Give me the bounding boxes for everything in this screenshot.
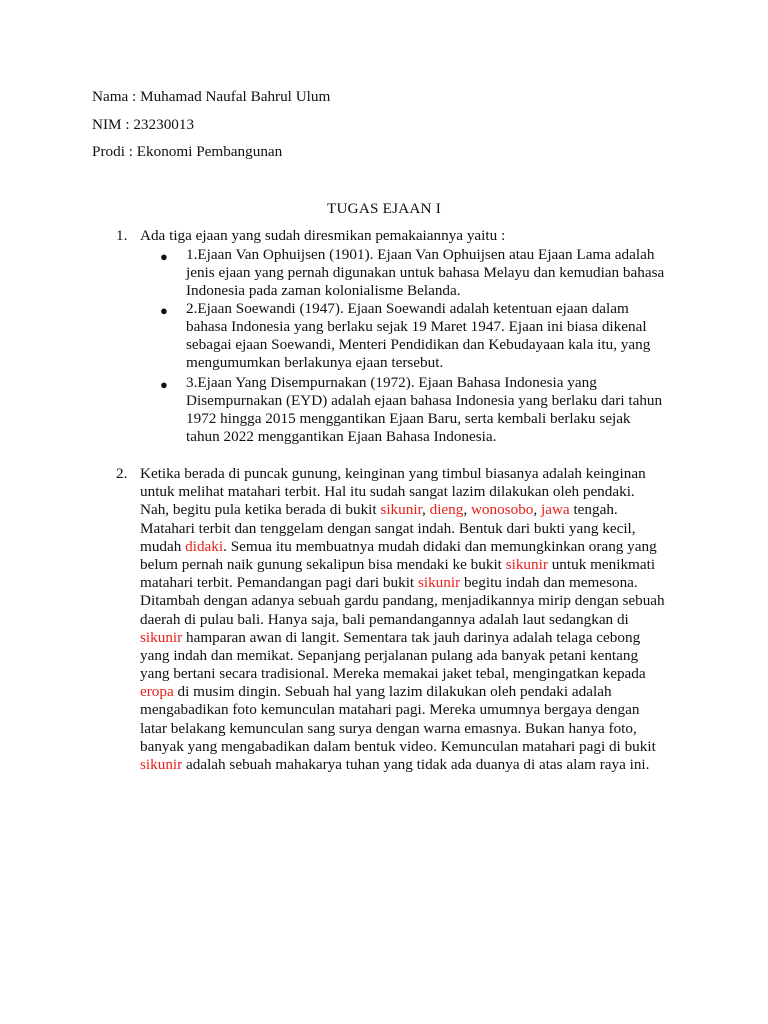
highlighted-word: sikunir xyxy=(417,574,461,592)
text-segment: daerah di pulau bali. Hanya saja, bali pemandangannya adalah laut sedangkan di xyxy=(140,610,629,628)
question-2-number: 2. xyxy=(116,465,128,482)
question-2-paragraph xyxy=(140,465,685,774)
text-segment: begitu indah dan memesona. xyxy=(460,574,638,592)
text-segment: mudah xyxy=(140,537,186,555)
highlighted-word: sikunir xyxy=(505,555,548,573)
assignment-title: TUGAS EJAAN I xyxy=(327,200,441,217)
paragraph-line xyxy=(140,756,685,774)
text-segment: Ditambah dengan adanya sebuah gardu pandang, menjadikannya mirip dengan sebuah xyxy=(140,592,665,610)
text-segment: untuk menikmati xyxy=(547,555,656,573)
paragraph-line xyxy=(140,683,685,701)
highlighted-word: didaki xyxy=(185,537,224,555)
text-segment: di musim dingin. Sebuah hal yang lazim dilakukan oleh pendaki adalah xyxy=(173,683,612,701)
bullet-icon: ● xyxy=(160,303,168,318)
highlighted-word: dieng xyxy=(429,501,464,519)
text-segment: adalah sebuah mahakarya tuhan yang tidak ada duanya di atas alam raya ini. xyxy=(182,756,650,773)
highlighted-word: sikunir xyxy=(140,628,183,646)
text-segment: banyak yang mengabadikan dalam bentuk video. Kemunculan matahari pagi di bukit xyxy=(140,737,656,755)
highlighted-word: sikunir xyxy=(140,756,183,773)
paragraph-line xyxy=(140,665,685,683)
highlighted-word: sikunir xyxy=(380,501,422,519)
paragraph-line xyxy=(140,520,685,538)
bullet-icon: ● xyxy=(160,249,168,264)
paragraph-line xyxy=(140,501,685,519)
highlighted-word: wonosobo xyxy=(470,501,534,519)
text-segment: . Semua itu membuatnya mudah didaki dan memungkinkan orang yang xyxy=(223,537,657,555)
paragraph-line xyxy=(140,701,685,719)
question-1-number: 1. xyxy=(116,227,128,244)
paragraph-line xyxy=(140,465,685,483)
paragraph-line xyxy=(140,592,685,610)
text-segment: Ketika berada di puncak gunung, keinginan yang timbul biasanya adalah keinginan xyxy=(140,465,646,482)
bullet-item-2: 2.Ejaan Soewandi (1947). Ejaan Soewandi adalah ketentuan ejaan dalam bahasa Indonesia yang berlaku sejak 19 Maret 1947. Ejaan ini biasa dikenal sebagai ejaan Soewandi, Menteri Pendidikan dan Kebudayaan kala itu, yang mengumumkan berlakunya ejaan tersebut. xyxy=(186,300,651,371)
paragraph-line xyxy=(140,611,685,629)
text-segment: Nah, begitu pula ketika berada di bukit xyxy=(140,501,381,519)
paragraph-line xyxy=(140,483,685,501)
bullet-item-3: 3.Ejaan Yang Disempurnakan (1972). Ejaan Bahasa Indonesia yang Disempurnakan (EYD) adalah ejaan bahasa Indonesia yang berlaku dari tahun 1972 hingga 2015 menggantikan Ejaan Baru, serta kembali berlaku sejak tahun 2022 menggantikan Ejaan Bahasa Indonesia. xyxy=(186,374,663,445)
text-segment: , xyxy=(422,501,430,519)
text-segment: belum pernah naik gunung sekalipun bisa mendaki ke bukit xyxy=(140,555,506,573)
bullet-item-1: 1.Ejaan Van Ophuijsen (1901). Ejaan Van Ophuijsen atau Ejaan Lama adalah jenis ejaan yang pernah digunakan untuk bahasa Melayu dan kemudian bahasa Indonesia pada zaman kolonialisme Belanda. xyxy=(186,246,665,299)
question-1-text: Ada tiga ejaan yang sudah diresmikan pemakaiannya yaitu : xyxy=(140,227,506,244)
text-segment: Matahari terbit dan tenggelam dengan sangat indah. Bentuk dari bukti yang kecil, xyxy=(140,519,636,537)
text-segment: , xyxy=(533,501,541,519)
text-segment: mengabadikan foto kemunculan matahari pagi. Mereka umumnya bergaya dengan xyxy=(140,701,640,719)
paragraph-line xyxy=(140,720,685,738)
bullet-icon: ● xyxy=(160,377,168,392)
paragraph-line xyxy=(140,629,685,647)
text-segment: yang indah dan memikat. Sepanjang perjalanan pulang ada banyak petani kentang xyxy=(140,646,639,664)
paragraph-line xyxy=(140,738,685,756)
text-segment: hamparan awan di langit. Sementara tak jauh darinya adalah telaga cebong xyxy=(182,628,641,646)
text-segment: tengah. xyxy=(569,501,618,519)
text-segment: untuk melihat matahari terbit. Hal itu sudah sangat lazim dilakukan oleh pendaki. xyxy=(140,483,635,501)
text-segment: , xyxy=(463,501,471,519)
highlighted-word: eropa xyxy=(140,683,174,701)
paragraph-line xyxy=(140,574,685,592)
student-name: Nama : Muhamad Naufal Bahrul Ulum xyxy=(92,88,331,105)
paragraph-line xyxy=(140,538,685,556)
paragraph-line xyxy=(140,647,685,665)
text-segment: matahari terbit. Pemandangan pagi dari bukit xyxy=(140,574,418,592)
student-prodi: Prodi : Ekonomi Pembangunan xyxy=(92,143,283,160)
paragraph-line xyxy=(140,556,685,574)
highlighted-word: jawa xyxy=(540,501,570,519)
student-nim: NIM : 23230013 xyxy=(92,116,195,133)
text-segment: latar belakang kemunculan sang surya dengan warna emasnya. Bukan hanya foto, xyxy=(140,719,637,737)
text-segment: yang bertani secara tradisional. Mereka memakai jaket tebal, mengingatkan kepada xyxy=(140,665,646,683)
